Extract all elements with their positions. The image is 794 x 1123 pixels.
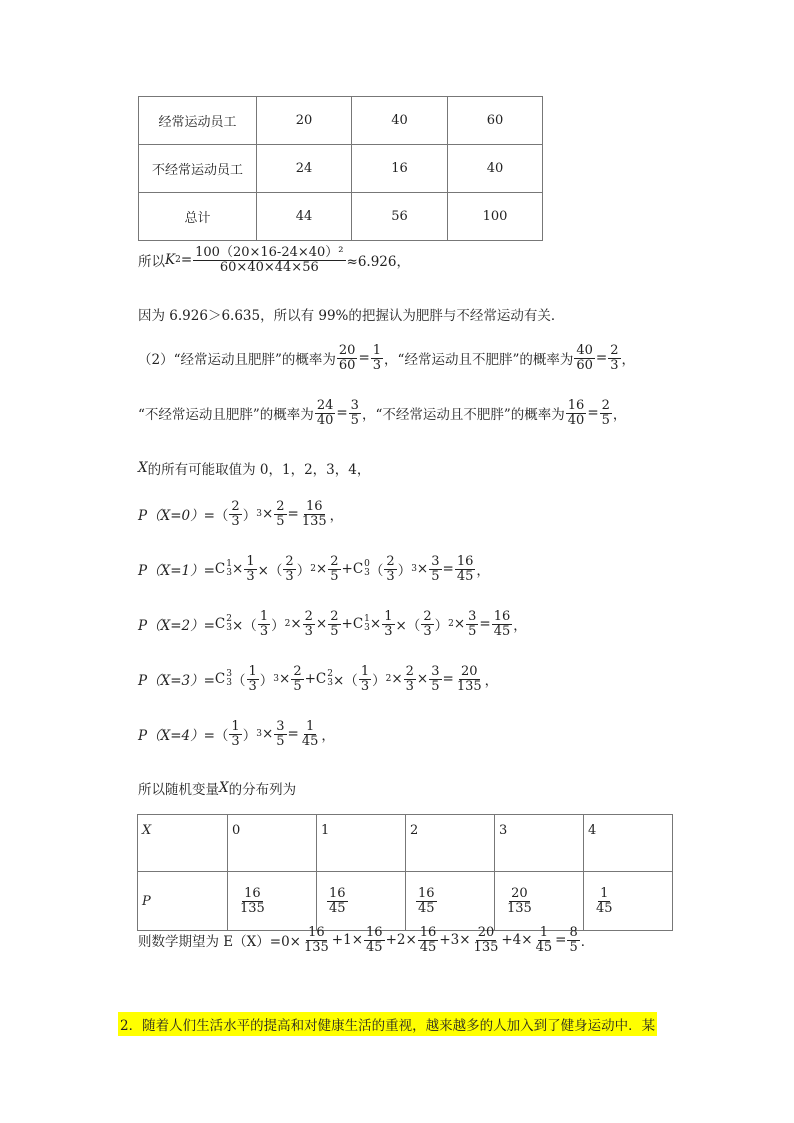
next-question-highlight: 2．随着人们生活水平的提高和对健康生活的重视，越来越多的人加入到了健身运动中．某 [118,1012,657,1036]
table-cell: 24 [257,145,352,193]
table-cell: 16 [352,145,448,193]
denominator: 45 [493,623,511,639]
numerator: 16 [244,885,261,901]
p-value-cell [584,872,673,931]
denominator: 45 [301,733,319,749]
table-cell: 40 [352,97,448,145]
px4-formula: P（X=4）= （ $\frac{1}{3}$ ） 3 × $\frac{3}{5}$ = $\frac{1}{45}$ ， [138,719,335,749]
header-cell: 3 [495,815,584,872]
numerator: 3 [350,398,359,413]
x-var: X [219,780,229,796]
table-cell: 60 [448,97,543,145]
px2-formula: P（X=2）= C 2 3 ×（ $\frac{1}{3}$ ） 2 × $\frac{2}{3}$ × $\frac{2}{5}$ + C 1 3 × $\frac{1}{3}$ ×（ $\frac{2}{3}$ ） 2 × $\frac{3}{5}$ = $\frac{16}{45}$ ， [138,609,527,639]
table-row [138,815,673,872]
fraction [574,344,595,372]
header-cell: 4 [584,815,673,872]
numerator: 16 [567,398,585,413]
k2-numerator: 100（20×16-24×40）² [195,245,344,260]
distribution-intro [138,778,296,798]
numerator: 8 [569,925,578,940]
x-values-line [138,458,370,478]
x-values-text: 的所有可能取值为 0，1，2，3，4， [147,462,371,478]
px-label: P（X=0）= [138,508,215,525]
expectation-prefix: 则数学期望为 E（X）=0× [138,934,301,951]
prob-text: ，“不经常运动且不肥胖”的概率为 [361,407,565,424]
fraction [300,500,329,528]
k2-denominator: 60×40×44×56 [219,259,319,275]
x-var: X [138,460,148,476]
p-value-cell [406,872,495,931]
header-cell: 0 [228,815,317,872]
table-cell: 44 [257,193,352,241]
table-cell: 100 [448,193,543,241]
denominator: 45 [329,900,346,916]
denominator: 45 [596,900,613,916]
intro-text: 所以随机变量 [138,782,219,798]
fraction [371,344,383,372]
fraction [300,720,321,748]
px1-formula: P（X=1）= C 1 3 × $\frac{1}{3}$ ×（ $\frac{2}{3}$ ） 2 × $\frac{2}{5}$ + C 0 3 （ $\frac{2}{3}$ ） 3 × $\frac{3}{5}$ = $\frac{16}{45}$ ， [138,554,490,584]
px0-formula: P（X=0）= （ $\frac{2}{3}$ ） 3 × $\frac{2}{5}$ = $\frac{16}{135}$ ， [138,499,344,529]
row-label: 不经常运动员工 [139,145,257,193]
px3-formula: P（X=3）= C 3 3 （ $\frac{1}{3}$ ） 3 × $\frac{2}{5}$ + C 2 3 ×（ $\frac{1}{3}$ ） 2 × $\frac{2}{3}$ × $\frac{3}{5}$ = $\frac{20}{135}$ ， [138,664,499,694]
prob-text: “不经常运动且肥胖”的概率为 [138,407,314,424]
p-value-cell [317,872,406,931]
fraction [566,399,587,427]
numerator: 1 [305,719,315,734]
denominator: 135 [507,900,532,916]
fraction [455,555,476,583]
table-row [139,193,543,241]
conclusion-text: 因为 6.926＞6.635，所以有 99%的把握认为肥胖与不经常运动有关． [138,308,565,324]
denominator: 135 [240,900,265,916]
numerator: 16 [418,885,435,901]
fraction [600,399,612,427]
contingency-table [138,96,543,241]
table-cell: 20 [257,97,352,145]
numerator: 16 [493,609,511,624]
denominator: 45 [456,568,474,584]
denominator: 135 [456,678,482,694]
intro-text: 的分布列为 [228,782,297,798]
table-cell: 40 [448,145,543,193]
numerator: 24 [316,398,334,413]
prob-text: （2）“经常运动且肥胖”的概率为 [138,352,336,369]
px-label: P（X=1）= [138,563,215,580]
denominator: 135 [301,513,327,529]
denominator: 60 [576,357,593,373]
denominator: 40 [567,412,585,428]
px-label: P（X=3）= [138,673,215,690]
p-value-cell [228,872,317,931]
k2-var: K [165,252,176,269]
fraction [337,344,358,372]
fraction [455,665,484,693]
p-label-cell: P [138,872,228,931]
p-value-cell [495,872,584,931]
numerator: 16 [456,554,474,569]
prob-line-1: （2）“经常运动且肥胖”的概率为 $\frac{20}{60}$ = $\frac{1}{3}$ ，“经常运动且不肥胖”的概率为 $\frac{40}{60}$ = $\frac{2}{3}$ ， [138,343,635,373]
k2-formula [138,246,410,274]
table-row [139,97,543,145]
numerator: 16 [305,499,323,514]
denominator: 5 [350,412,359,428]
k2-result: ≈6.926， [346,254,410,271]
denominator: 3 [372,357,382,373]
table-row [139,145,543,193]
row-label: 经常运动员工 [139,97,257,145]
header-cell: 2 [406,815,495,872]
numerator: 2 [610,343,619,358]
px-label: P（X=2）= [138,618,215,635]
denominator: 5 [569,939,578,955]
k2-eq: = [180,252,193,269]
numerator: 20 [511,885,528,901]
fraction [492,610,513,638]
expectation-formula: 则数学期望为 E（X）=0× $\frac{16}{135}$ +1× $\frac{16}{45}$ +2× $\frac{16}{45}$ +3× $\frac{20}{135}$ +4× $\frac{1}{45}$ = $\frac{8}{5}$ ． [138,925,595,955]
numerator: 16 [329,885,346,901]
fraction [315,399,336,427]
denominator: 60 [338,357,356,373]
numerator: 40 [576,343,593,358]
fraction [608,344,620,372]
prob-line-2: “不经常运动且肥胖”的概率为 $\frac{24}{40}$ = $\frac{3}{5}$ ，“不经常运动且不肥胖”的概率为 $\frac{16}{40}$ = $\frac{2}{5}$ ， [138,398,627,428]
prob-text: ，“经常运动且不肥胖”的概率为 [384,352,574,369]
numerator: 1 [600,885,609,901]
header-cell: 1 [317,815,406,872]
row-label: 总计 [139,193,257,241]
k2-fraction [193,246,345,274]
header-cell: X [138,815,228,872]
k2-sup: 2 [175,255,181,266]
numerator: 1 [372,343,382,358]
denominator: 5 [601,412,610,428]
denominator: 3 [610,357,619,373]
px-label: P（X=4）= [138,728,215,745]
table-cell: 56 [352,193,448,241]
numerator: 20 [338,343,356,358]
k2-prefix: 所以 [138,254,165,271]
numerator: 2 [601,398,610,413]
distribution-table [137,814,673,931]
fraction [349,399,361,427]
denominator: 40 [316,412,334,428]
expectation-result [567,926,579,954]
numerator: 20 [460,664,478,679]
table-row [138,872,673,931]
denominator: 45 [418,900,435,916]
